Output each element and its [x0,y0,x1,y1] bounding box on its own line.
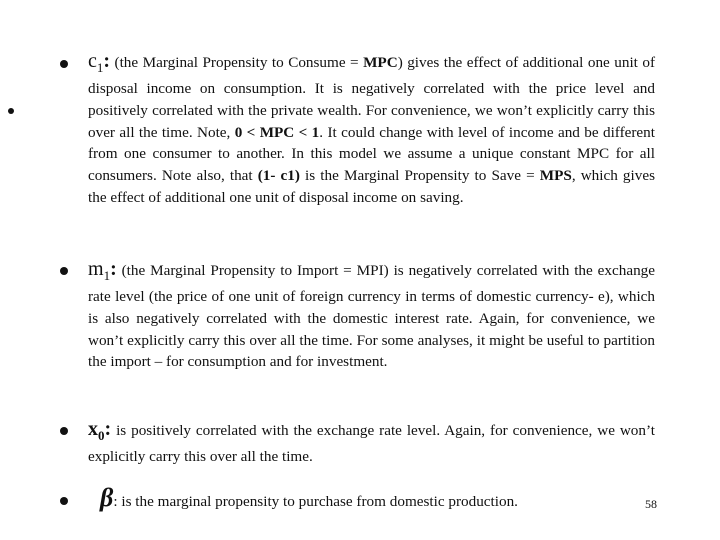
bullet-beta [60,497,68,505]
page-number: 58 [645,497,657,511]
stray-bullet-dot [8,108,14,114]
bullet-x0 [60,427,68,435]
paragraph-beta: β: is the marginal propensity to purchase from domestic production. [100,483,518,512]
paragraph-c1: $c_1$: (the Marginal Propensity to Consume = MPC) gives the effect of additional one unit of disposal income on consumption. It is negatively correlated with the price level and positively correlated with the private wealth. For convenience, we won’t explicitly carry this over all the time. Note, 0 < MPC < 1. It could change with level of income and be different from one consumer to another. In this model we assume a unique constant MPC for all consumers. Note also, that (1- c1) is the Marginal Propensity to Save = MPS, which gives the effect of additional one unit of disposal income on saving. [88,50,656,206]
paragraph-m1: $m_1$: (the Marginal Propensity to Import = MPI) is negatively correlated with the exchange rate level (the price of one unit of foreign currency in terms of domestic currency- e), which is also negatively correlated with the domestic interest rate. Again, for convenience, we won’t explicitly carry this over all the time. For some analyses, it might be useful to partition the import – for consumption and for investment. [88,258,655,371]
paragraph-x0: $x_0$: is positively correlated with the exchange rate level. Again, for convenience, we won’t explicitly carry this over all the time. [88,418,655,465]
symbol-m1: $m_1$: [88,258,117,283]
symbol-c1: $c_1$: [88,50,111,75]
symbol-beta: β [100,483,114,512]
symbol-x0: $x_0$: [88,418,112,443]
bullet-c1 [60,60,68,68]
bullet-m1 [60,267,68,275]
